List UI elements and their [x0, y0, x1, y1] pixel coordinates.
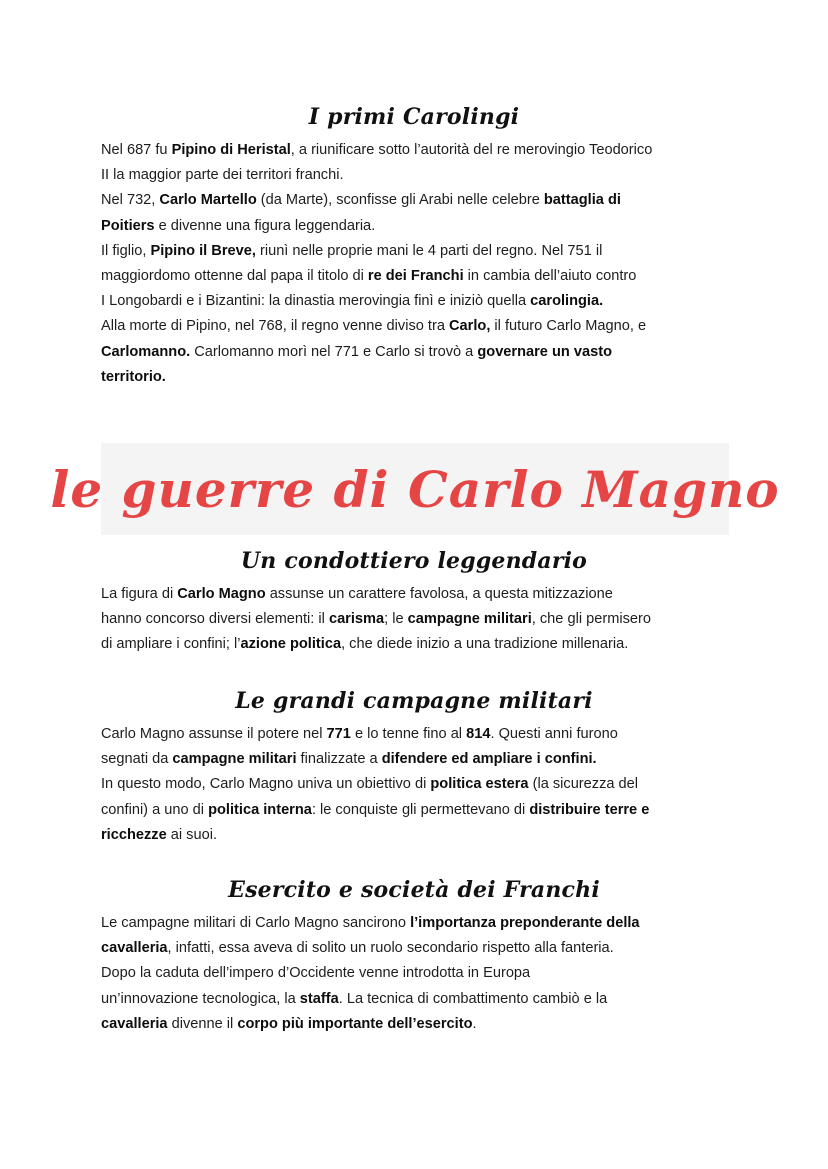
text-run: un’innovazione tecnologica, la [101, 990, 300, 1007]
bold-term: 771 [326, 726, 351, 742]
text-run: Dopo la caduta dell’impero d’Occidente venne introdotta in Europa [101, 965, 531, 982]
bold-term: Carlo Martello [159, 192, 257, 209]
text-line [101, 747, 730, 772]
text-run: I Longobardi e i Bizantini: la dinastia merovingia finì e iniziò quella [101, 293, 531, 310]
text-line [101, 314, 730, 339]
text-line [101, 340, 730, 365]
text-run: in cambia dell’aiuto contro [463, 268, 637, 285]
section-condottiero-leggendario [0, 548, 828, 658]
section-esercito-societa [0, 877, 828, 1037]
text-run: Carlo Magno assunse il potere nel [101, 726, 327, 742]
text-line [101, 214, 730, 239]
text-run: il futuro Carlo Magno, e [490, 318, 647, 335]
section-title: Esercito e società dei Franchi [228, 877, 600, 903]
bold-term: re dei Franchi [367, 268, 464, 285]
bold-term: Carlomanno. [101, 343, 191, 360]
bold-term: governare un vasto [477, 343, 612, 360]
bold-term: distribuire terre e [529, 801, 650, 818]
text-line [101, 961, 730, 986]
section-body [0, 582, 828, 658]
text-run: assunse un carattere favolosa, a questa mitizzazione [265, 586, 613, 602]
title-banner [50, 443, 780, 535]
text-run: , che gli permisero [531, 611, 651, 628]
text-line [101, 188, 730, 213]
text-run: di ampliare i confini; l’ [101, 636, 241, 653]
section-title: Un condottiero leggendario [240, 548, 588, 574]
text-run: e lo tenne fino al [350, 726, 467, 742]
text-run: , a riunificare sotto l’autorità del re merovingio Teodorico [290, 142, 653, 158]
text-line [101, 163, 730, 188]
text-run: divenne il [167, 1015, 238, 1032]
text-run: Alla morte di Pipino, nel 768, il regno venne diviso tra [101, 318, 450, 335]
text-line [101, 798, 730, 823]
bold-term: cavalleria [101, 1015, 168, 1032]
text-run: II la maggior parte dei territori franchi. [101, 167, 344, 184]
bold-term: Pipino il Breve, [150, 242, 256, 259]
text-line [101, 582, 730, 607]
text-line [101, 239, 730, 264]
text-line [101, 138, 730, 163]
text-line [101, 1012, 730, 1037]
bold-term: azione politica [240, 636, 342, 653]
text-run: Nel 687 fu [101, 142, 172, 158]
text-run: riunì nelle proprie mani le 4 parti del regno. Nel 751 il [255, 242, 603, 259]
bold-term: politica interna [208, 801, 312, 818]
text-run: e divenne una figura leggendaria. [154, 217, 376, 234]
section-title: Le grandi campagne militari [235, 688, 593, 714]
banner-title: le guerre di Carlo Magno [50, 459, 780, 519]
bold-term: carisma [328, 611, 385, 628]
text-run: . [472, 1015, 477, 1032]
text-run: Nel 732, [101, 192, 160, 209]
bold-term: Carlo, [449, 318, 491, 335]
bold-term: Poitiers [101, 217, 155, 234]
text-line [101, 722, 730, 747]
text-run: . La tecnica di combattimento cambiò e la [338, 990, 608, 1007]
text-run: maggiordomo ottenne dal papa il titolo di [101, 268, 368, 285]
text-run: In questo modo, Carlo Magno univa un obiettivo di [101, 776, 431, 793]
text-line [101, 632, 730, 657]
text-run: finalizzate a [296, 751, 382, 768]
section-grandi-campagne [0, 688, 828, 848]
bold-term: l’importanza preponderante della [410, 915, 640, 931]
bold-term: cavalleria [101, 940, 168, 957]
bold-term: politica estera [430, 776, 529, 793]
section-body [0, 722, 828, 848]
text-run: Le campagne militari di Carlo Magno sancirono [101, 915, 411, 931]
bold-term: ricchezze [101, 826, 167, 843]
text-line [101, 911, 730, 936]
text-line [101, 365, 730, 390]
bold-term: battaglia di [543, 192, 621, 209]
bold-term: difendere ed ampliare i confini. [381, 751, 597, 768]
text-line [101, 936, 730, 961]
text-run: ; le [384, 611, 408, 628]
bold-term: 814 [466, 726, 491, 742]
text-run: : le conquiste gli permettevano di [311, 801, 530, 818]
text-run: , che diede inizio a una tradizione millenaria. [341, 636, 629, 653]
bold-term: territorio. [101, 368, 166, 385]
text-run: hanno concorso diversi elementi: il [101, 611, 329, 628]
bold-term: staffa [299, 990, 339, 1007]
bold-term: carolingia. [530, 293, 604, 310]
text-run: Carlomanno morì nel 771 e Carlo si trovò a [190, 343, 478, 360]
bold-term: campagne militari [172, 751, 297, 768]
text-line [101, 289, 730, 314]
bold-term: Carlo Magno [177, 586, 266, 602]
bold-term: Pipino di Heristal [171, 142, 291, 158]
text-run: (la sicurezza del [528, 776, 639, 793]
section-body [0, 138, 828, 390]
text-run: confini) a uno di [101, 801, 209, 818]
text-run: , infatti, essa aveva di solito un ruolo secondario rispetto alla fanteria. [167, 940, 614, 957]
text-line [101, 987, 730, 1012]
text-run: La figura di [101, 586, 178, 602]
text-run: (da Marte), sconfisse gli Arabi nelle celebre [256, 192, 544, 209]
text-run: Il figlio, [101, 242, 151, 259]
text-run: ai suoi. [166, 826, 218, 843]
text-line [101, 772, 730, 797]
section-title: I primi Carolingi [308, 104, 520, 130]
bold-term: corpo più importante dell’esercito [237, 1015, 473, 1032]
text-run: . Questi anni furono [490, 726, 618, 742]
text-line [101, 607, 730, 632]
bold-term: campagne militari [407, 611, 532, 628]
section-body [0, 911, 828, 1037]
section-primi-carolingi [0, 104, 828, 390]
text-run: segnati da [101, 751, 173, 768]
text-line [101, 264, 730, 289]
text-line [101, 823, 730, 848]
